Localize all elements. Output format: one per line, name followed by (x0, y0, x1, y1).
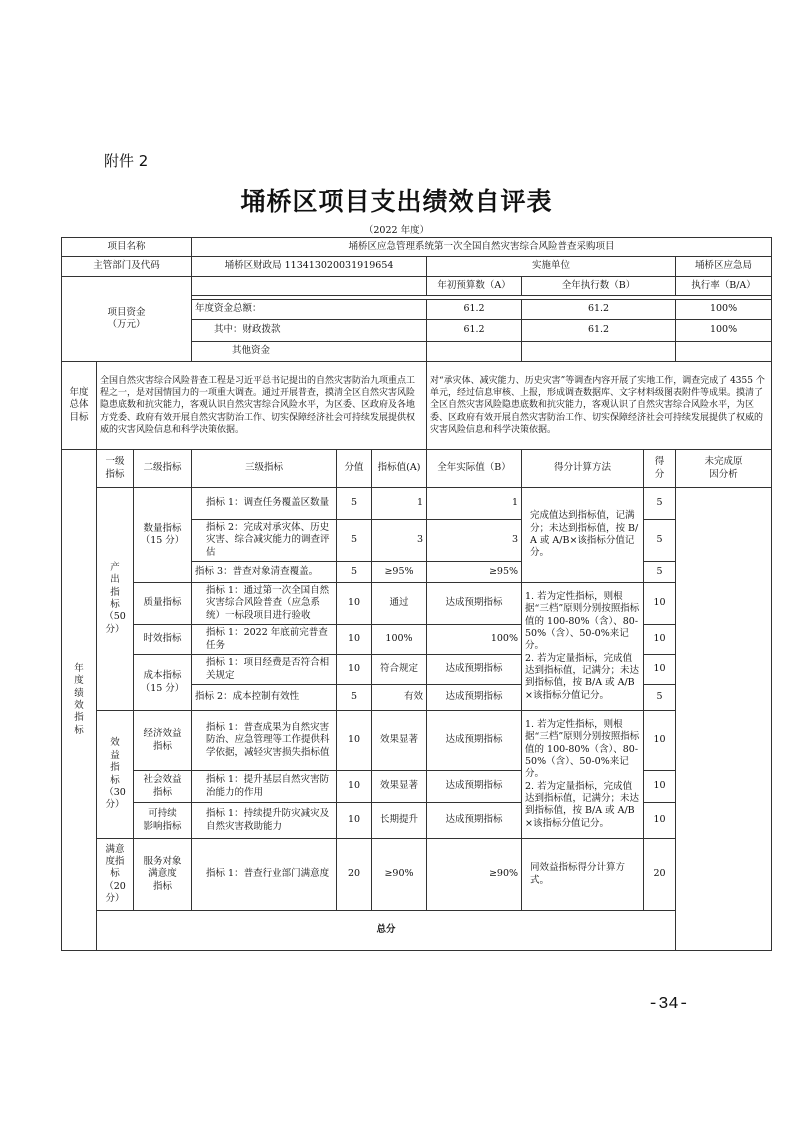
timeliness-label: 时效指标 (134, 625, 192, 655)
row-e1-score: 10 (337, 711, 372, 771)
row-sat1-got: 20 (644, 839, 676, 911)
row-e1-name: 指标 1：普查成果为自然灾害防治、应急管理等工作提供科学依据，减轻灾害损失指标值 (192, 711, 337, 771)
goal-actual: 对“承灾体、减灾能力、历史灾害”等调查内容开展了实地工作，调查完成了 4355 个单元，经过信息审核、上报，形成调查数据库、文字材料级图表附件等成果。摸清了全区自然灾害风险隐患底数和抗灾能力，客观认识了自然灾害综合风险水平，为区委、区政府有效开展自然灾害防治工作、切实保障经济社会可持续发展提供了权威的灾害风险信息和科学决策依据。 (427, 362, 772, 450)
dept-label: 主管部门及代码 (62, 257, 192, 277)
total-label: 总分 (97, 911, 676, 951)
header-level1: 一级 指标 (97, 450, 134, 488)
page-number: -34- (648, 995, 689, 1014)
funds-label: 项目资金 （万元） (62, 277, 192, 362)
service-label: 服务对象 满意度 指标 (134, 839, 192, 911)
header-score: 分值 (337, 450, 372, 488)
row-s1-name: 指标 1：提升基层自然灾害防治能力的作用 (192, 771, 337, 803)
impl-value: 埇桥区应急局 (676, 257, 772, 277)
goal-label: 年度 总体 目标 (62, 362, 97, 450)
row-sat1-name: 指标 1：普查行业部门满意度 (192, 839, 337, 911)
row-s1-got: 10 (644, 771, 676, 803)
row-su1-name: 指标 1：持续提升防灾减灾及自然灾害救助能力 (192, 803, 337, 839)
econ-label: 经济效益 指标 (134, 711, 192, 771)
funds-row-total-rate: 100% (676, 300, 772, 320)
row-ql1-got: 10 (644, 583, 676, 625)
row-sat1-score: 20 (337, 839, 372, 911)
quantity-label: 数量指标 （15 分） (134, 488, 192, 583)
funds-row-total-b: 61.2 (522, 300, 676, 320)
funds-row-other-a (427, 342, 522, 362)
indicator-label: 年 度 绩 效 指 标 (62, 450, 97, 951)
budget-header: 年初预算数（A） (427, 277, 522, 296)
row-su1-target: 长期提升 (372, 803, 427, 839)
row-c1-target: 符合规定 (372, 655, 427, 685)
header-reason: 未完成原 因分析 (676, 450, 772, 488)
row-ql1-name: 指标 1：通过第一次全国自然灾害综合风险普查（应急系统）一标段项目进行验收 (192, 583, 337, 625)
impl-label: 实施单位 (427, 257, 676, 277)
header-got: 得 分 (644, 450, 676, 488)
dept-value: 埇桥区财政局 113413020031919654 (192, 257, 427, 277)
row-q1-got: 5 (644, 488, 676, 520)
row-q3-name: 指标 3：普查对象清查覆盖。 (192, 562, 337, 583)
row-s1-actual: 达成预期指标 (427, 771, 522, 803)
row-c2-name: 指标 2：成本控制有效性 (192, 685, 337, 711)
funds-blank (192, 277, 427, 296)
goal-plan: 全国自然灾害综合风险普查工程是习近平总书记提出的自然灾害防治九项重点工程之一，是对国情国力的一项重大调查。通过开展普查，摸清全区自然灾害风险隐患底数和抗灾能力，客观认识自然灾害综合风险水平，为区委、区政府及各地方党委、政府有效开展自然灾害防治工作、切实保障经济社会可持续发展提供权威的灾害风险信息和科学决策依据。 (97, 362, 427, 450)
row-c2-actual: 达成预期指标 (427, 685, 522, 711)
row-q1-name: 指标 1：调查任务覆盖区数量 (192, 488, 337, 520)
header-level3: 三级指标 (192, 450, 337, 488)
row-q1-actual: 1 (427, 488, 522, 520)
header-actual: 全年实际值（B） (427, 450, 522, 488)
row-e1-target: 效果显著 (372, 711, 427, 771)
row-t1-got: 10 (644, 625, 676, 655)
row-q3-got: 5 (644, 562, 676, 583)
row-su1-score: 10 (337, 803, 372, 839)
page-title: 埇桥区项目支出绩效自评表 (240, 187, 553, 216)
header-target: 指标值(A) (372, 450, 427, 488)
row-c2-target: 有效 (372, 685, 427, 711)
row-c1-name: 指标 1：项目经费是否符合相关规定 (192, 655, 337, 685)
row-c1-score: 10 (337, 655, 372, 685)
benefit-label: 效 益 指 标 （30 分） (97, 711, 134, 839)
row-ql1-target: 通过 (372, 583, 427, 625)
row-t1-actual: 100% (427, 625, 522, 655)
satisfaction-label: 满意 度指 标 （20 分） (97, 839, 134, 911)
row-s1-target: 效果显著 (372, 771, 427, 803)
social-label: 社会效益 指标 (134, 771, 192, 803)
row-q3-target: ≥95% (372, 562, 427, 583)
attachment-label: 附件 2 (104, 152, 149, 170)
row-ql1-actual: 达成预期指标 (427, 583, 522, 625)
quality-label: 质量指标 (134, 583, 192, 625)
sustain-label: 可持续 影响指标 (134, 803, 192, 839)
reason-blank (676, 488, 772, 951)
header-level2: 二级指标 (134, 450, 192, 488)
row-c2-got: 5 (644, 685, 676, 711)
row-s1-score: 10 (337, 771, 372, 803)
row-t1-name: 指标 1：2022 年底前完普查任务 (192, 625, 337, 655)
row-su1-actual: 达成预期指标 (427, 803, 522, 839)
project-name: 埇桥区应急管理系统第一次全国自然灾害综合风险普查采购项目 (192, 238, 772, 257)
row-c1-got: 10 (644, 655, 676, 685)
funds-row-other-rate (676, 342, 772, 362)
row-q3-actual: ≥95% (427, 562, 522, 583)
row-su1-got: 10 (644, 803, 676, 839)
row-q3-score: 5 (337, 562, 372, 583)
funds-row-total-a: 61.2 (427, 300, 522, 320)
funds-row-fiscal-b: 61.2 (522, 320, 676, 342)
row-ql1-score: 10 (337, 583, 372, 625)
row-t1-target: 100% (372, 625, 427, 655)
row-q2-got: 5 (644, 520, 676, 562)
header-method: 得分计算方法 (522, 450, 644, 488)
report-year: （2022 年度） (363, 225, 430, 236)
funds-row-other-b (522, 342, 676, 362)
row-c2-score: 5 (337, 685, 372, 711)
method-quantity: 完成值达到指标值，记满分；未达到指标值，按 B/A 或 A/B×该指标分值记分。 (522, 488, 644, 583)
row-e1-got: 10 (644, 711, 676, 771)
cost-label: 成本指标 （15 分） (134, 655, 192, 711)
row-q2-name: 指标 2：完成对承灾体、历史灾害、综合减灾能力的调查评估 (192, 520, 337, 562)
performance-table (61, 237, 772, 951)
row-sat1-target: ≥90% (372, 839, 427, 911)
funds-row-total-label: 年度资金总额： (192, 300, 427, 320)
row-q2-actual: 3 (427, 520, 522, 562)
funds-row-fiscal-rate: 100% (676, 320, 772, 342)
rate-header: 执行率（B/A） (676, 277, 772, 296)
project-name-label: 项目名称 (62, 238, 192, 257)
funds-row-other-label: 其他资金 (192, 342, 427, 362)
row-t1-score: 10 (337, 625, 372, 655)
method-satisfaction: 同效益指标得分计算方式。 (522, 839, 644, 911)
output-label: 产 出 指 标 （50 分） (97, 488, 134, 711)
method-benefit: 1. 若为定性指标，则根据“三档”原则分别按照指标值的 100-80%（含）、80-50%（含）、50-0%来记分。 2. 若为定量指标，完成值达到指标值，记满分；未达到指标值，按 B/A 或 A/B×该指标分值记分。 (522, 711, 644, 839)
row-q1-target: 1 (372, 488, 427, 520)
actual-header: 全年执行数（B） (522, 277, 676, 296)
funds-row-fiscal-label: 其中：财政拨款 (192, 320, 427, 342)
funds-row-fiscal-a: 61.2 (427, 320, 522, 342)
row-q2-target: 3 (372, 520, 427, 562)
row-c1-actual: 达成预期指标 (427, 655, 522, 685)
row-e1-actual: 达成预期指标 (427, 711, 522, 771)
row-q2-score: 5 (337, 520, 372, 562)
row-q1-score: 5 (337, 488, 372, 520)
row-sat1-actual: ≥90% (427, 839, 522, 911)
method-qual-cost: 1. 若为定性指标，则根据“三档”原则分别按照指标值的 100-80%（含）、80-50%（含）、50-0%来记分。 2. 若为定量指标，完成值达到指标值，记满分；未达到指标值，按 B/A 或 A/B×该指标分值记分。 (522, 583, 644, 711)
